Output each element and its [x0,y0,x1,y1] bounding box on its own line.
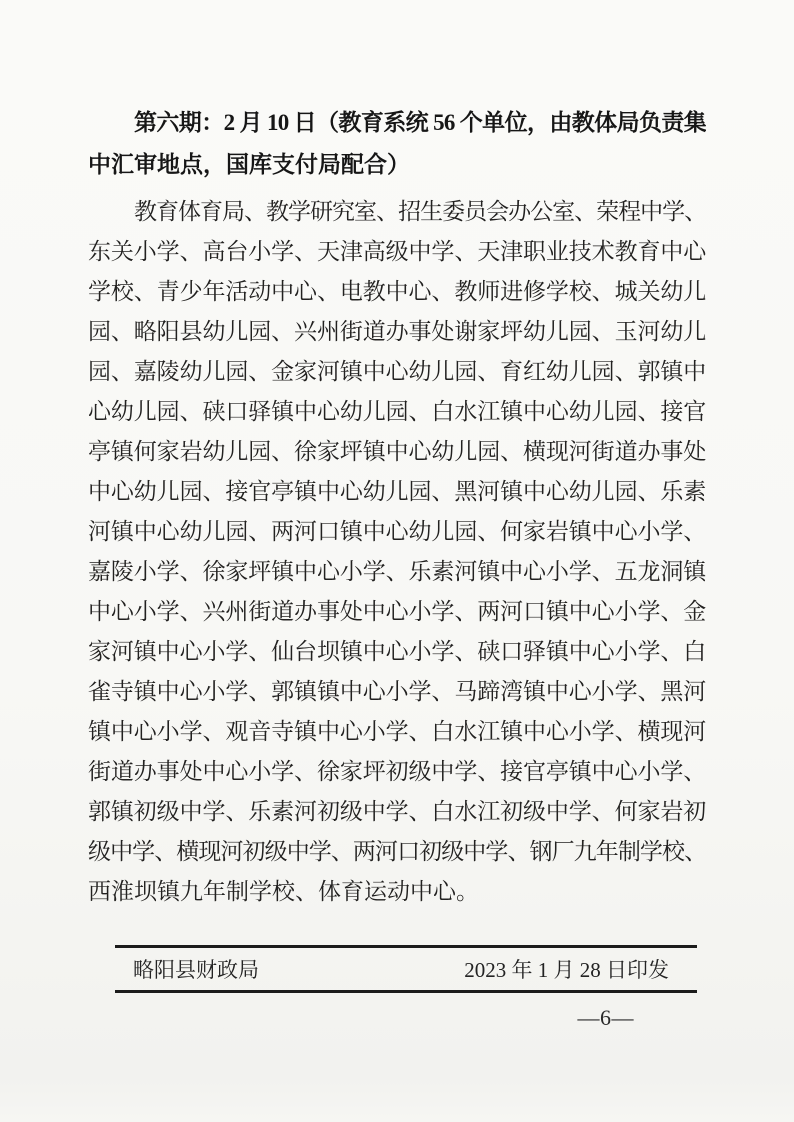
heading-line: 第六期：2 月 10 日（教育系统 56 个单位，由教体局负责集 [134,110,706,135]
body-text-line: 园、嘉陵幼儿园、金家河镇中心幼儿园、育红幼儿园、郭镇中 [88,359,706,384]
unit-list-paragraph [88,192,706,912]
body-text-line: 镇中心小学、观音寺镇中心小学、白水江镇中心小学、横现河 [88,719,706,744]
document-body [88,102,706,912]
body-text-line: 中心幼儿园、接官亭镇中心幼儿园、黑河镇中心幼儿园、乐素 [88,479,706,504]
body-text-line: 心幼儿园、硖口驿镇中心幼儿园、白水江镇中心幼儿园、接官 [88,399,706,424]
issuing-agency: 略阳县财政局 [133,958,259,982]
body-text-line: 亭镇何家岩幼儿园、徐家坪镇中心幼儿园、横现河街道办事处 [88,439,706,464]
body-text-line: 郭镇初级中学、乐素河初级中学、白水江初级中学、何家岩初 [88,799,706,824]
body-text-line: 雀寺镇中心小学、郭镇镇中心小学、马蹄湾镇中心小学、黑河 [88,679,706,704]
body-text-line: 家河镇中心小学、仙台坝镇中心小学、硖口驿镇中心小学、白 [88,639,706,664]
page-number: —6— [577,1005,634,1030]
colophon-rule-bottom [115,990,697,993]
body-text-line: 西淮坝镇九年制学校、体育运动中心。 [88,879,479,904]
body-text-line: 学校、青少年活动中心、电教中心、教师进修学校、城关幼儿 [88,279,706,304]
body-text-line: 教育体育局、教学研究室、招生委员会办公室、荣程中学、 [134,199,706,224]
heading-line: 中汇审地点，国库支付局配合） [88,152,410,177]
body-text-line: 园、略阳县幼儿园、兴州街道办事处谢家坪幼儿园、玉河幼儿 [88,319,706,344]
print-date: 2023 年 1 月 28 日印发 [464,958,669,982]
body-text-line: 级中学、横现河初级中学、两河口初级中学、钢厂九年制学校、 [88,839,706,864]
body-text-line: 中心小学、兴州街道办事处中心小学、两河口镇中心小学、金 [88,599,706,624]
body-text-line: 东关小学、高台小学、天津高级中学、天津职业技术教育中心 [88,239,706,264]
colophon-row [115,948,697,990]
body-text-line: 嘉陵小学、徐家坪镇中心小学、乐素河镇中心小学、五龙洞镇 [88,559,706,584]
body-text-line: 河镇中心幼儿园、两河口镇中心幼儿园、何家岩镇中心小学、 [88,519,706,544]
section-heading [88,102,706,186]
body-text-line: 街道办事处中心小学、徐家坪初级中学、接官亭镇中心小学、 [88,759,706,784]
